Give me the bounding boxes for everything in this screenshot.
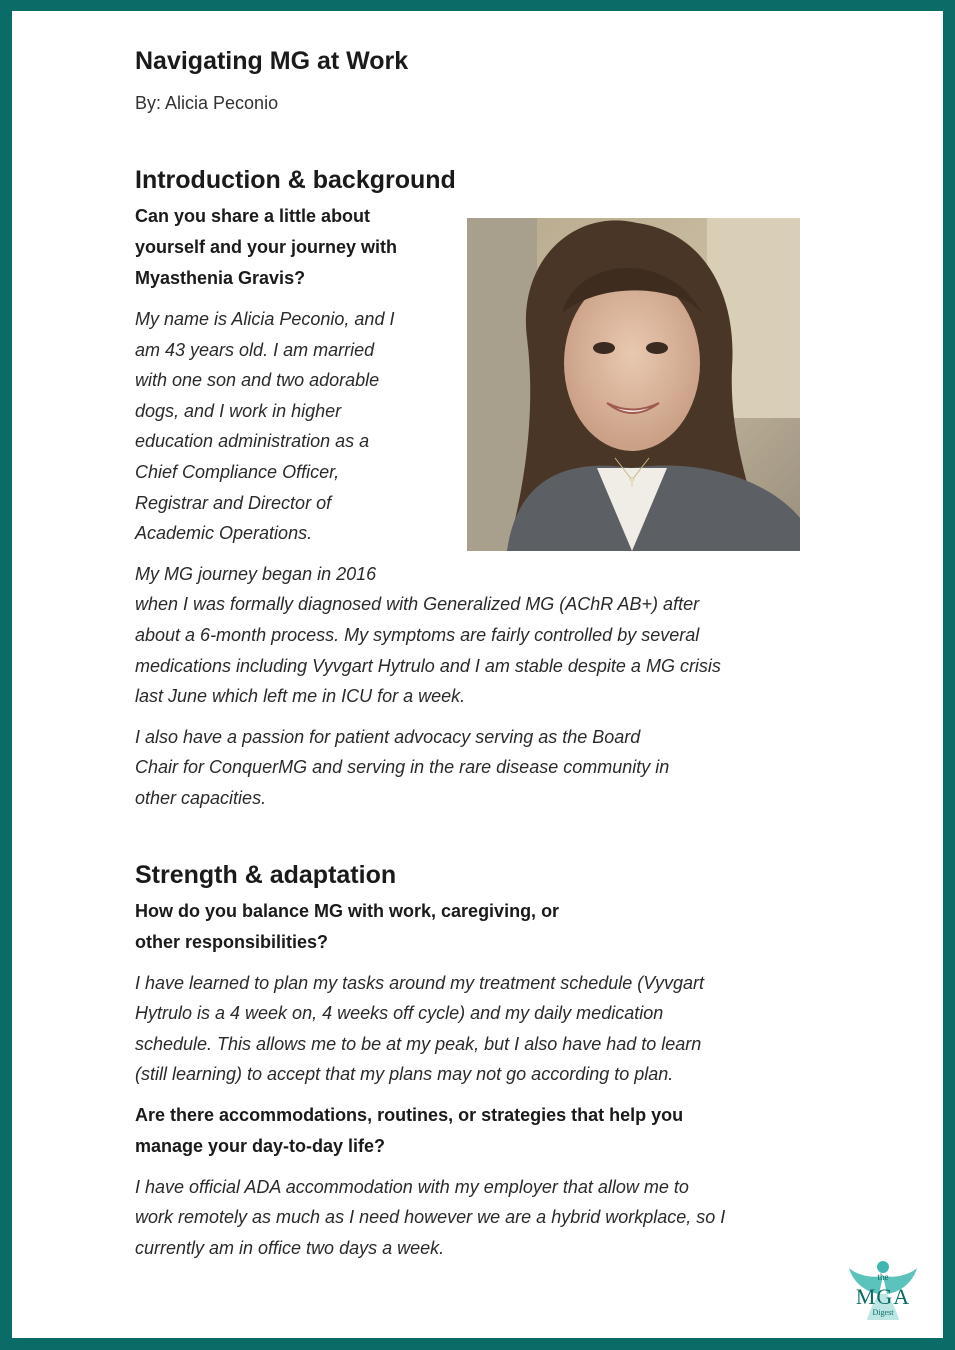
- answer-line: am 43 years old. I am married: [135, 339, 375, 360]
- logo-name-text: MGA: [855, 1284, 911, 1309]
- answer-line: Academic Operations.: [135, 523, 313, 544]
- question-line: Myasthenia Gravis?: [135, 268, 306, 288]
- question-line: Are there accommodations, routines, or strategies that help you: [135, 1104, 684, 1125]
- answer-line: Hytrulo is a 4 week on, 4 weeks off cycle) and my daily medication: [135, 1003, 664, 1024]
- answer-line: last June which left me in ICU for a week.: [135, 686, 466, 707]
- logo-the-text: the: [877, 1272, 889, 1282]
- answer-line: when I was formally diagnosed with Generalized MG (AChR AB+) after: [135, 594, 700, 615]
- answer-line: My MG journey began in 2016: [135, 563, 377, 584]
- question-line: manage your day-to-day life?: [135, 1135, 386, 1156]
- answer-line: work remotely as much as I need however we are a hybrid workplace, so I: [135, 1207, 726, 1228]
- answer-line: I have learned to plan my tasks around my treatment schedule (Vyvgart: [135, 972, 704, 993]
- answer-line: currently am in office two days a week.: [135, 1238, 445, 1259]
- question-accommodations: [135, 1100, 805, 1162]
- answer-line: I also have a passion for patient advocacy serving as the Board: [135, 726, 641, 747]
- article-byline: By: Alicia Peconio: [135, 93, 279, 113]
- question-line: yourself and your journey with: [135, 237, 398, 257]
- question-line: How do you balance MG with work, caregiving, or: [135, 900, 560, 921]
- answer-line: My name is Alicia Peconio, and I: [135, 309, 395, 329]
- answer-line: Chair for ConquerMG and serving in the rare disease community in: [135, 757, 670, 778]
- answer-accommodations: [135, 1172, 805, 1264]
- answer-line: with one son and two adorable: [135, 370, 380, 391]
- logo-digest-text: Digest: [872, 1308, 894, 1317]
- answer-intro-paragraph-3: [135, 722, 805, 814]
- question-line: other responsibilities?: [135, 931, 329, 952]
- question-line: Can you share a little about: [135, 206, 371, 226]
- answer-line: education administration as a: [135, 431, 370, 452]
- section-heading-introduction: Introduction & background: [135, 166, 456, 194]
- answer-line: (still learning) to accept that my plans may not go according to plan.: [135, 1064, 674, 1085]
- question-balance: [135, 896, 805, 958]
- answer-line: dogs, and I work in higher: [135, 400, 342, 421]
- section-heading-strength: Strength & adaptation: [135, 860, 397, 889]
- answer-line: Chief Compliance Officer,: [135, 461, 340, 482]
- article-title: Navigating MG at Work: [135, 47, 409, 75]
- answer-line: Registrar and Director of: [135, 492, 332, 513]
- answer-balance: [135, 968, 805, 1090]
- portrait-photo-illustration: [467, 218, 800, 551]
- answer-line: about a 6-month process. My symptoms are fairly controlled by several: [135, 624, 700, 645]
- answer-line: schedule. This allows me to be at my peak, but I also have had to learn: [135, 1033, 702, 1054]
- mga-digest-logo: [843, 1258, 923, 1322]
- answer-line: other capacities.: [135, 787, 267, 808]
- answer-intro-paragraph-2: [135, 559, 805, 712]
- answer-line: medications including Vyvgart Hytrulo and I am stable despite a MG crisis: [135, 655, 721, 676]
- answer-line: I have official ADA accommodation with my employer that allow me to: [135, 1176, 689, 1197]
- portrait-photo: [467, 218, 800, 551]
